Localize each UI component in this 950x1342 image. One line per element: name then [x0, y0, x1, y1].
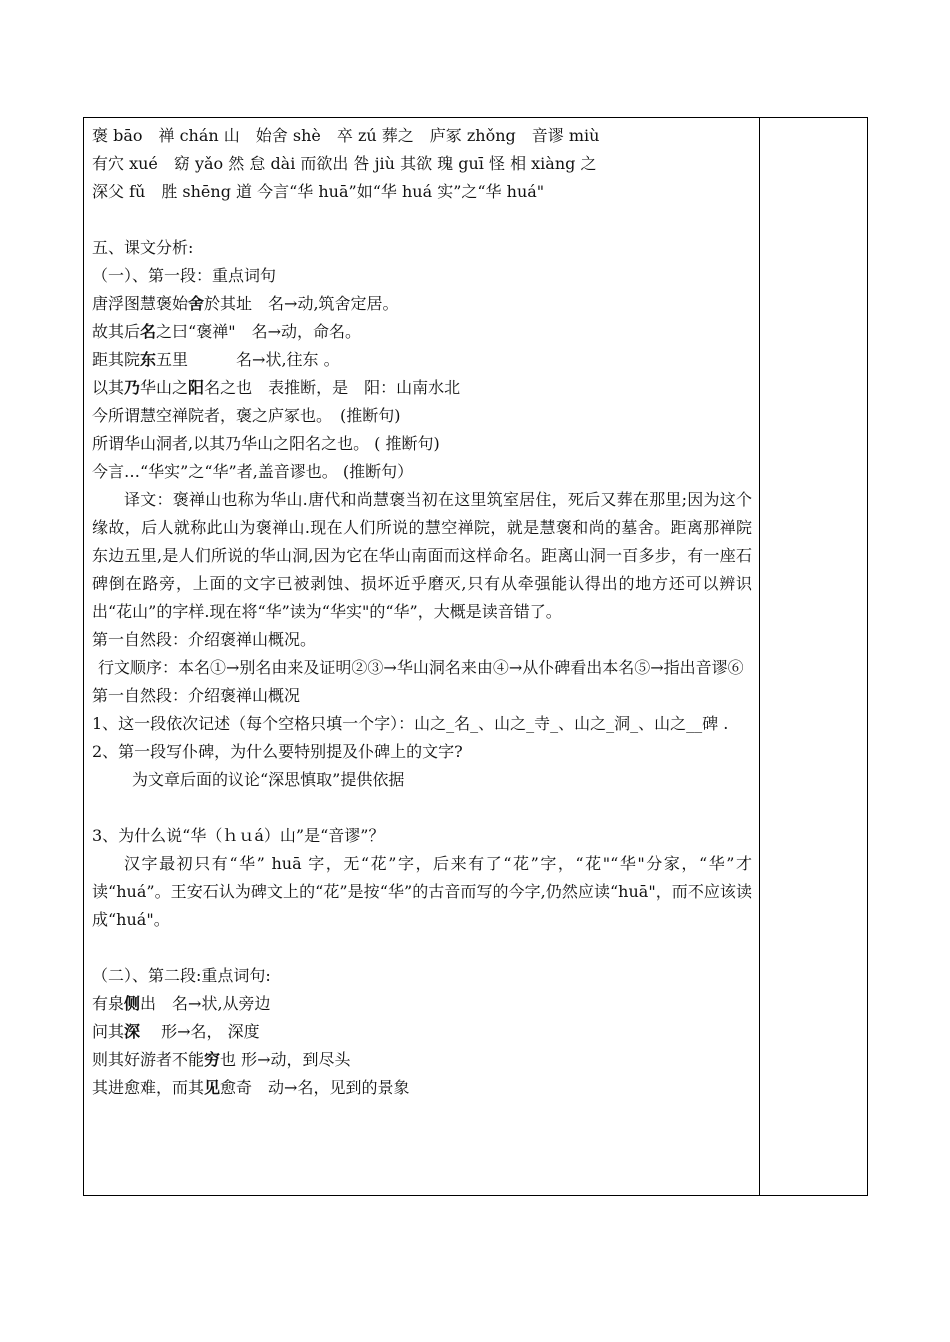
word-item-8: 其进愈难，而其见愈奇 动→名，见到的景象	[92, 1078, 410, 1097]
main-cell	[92, 122, 752, 1102]
word-item-4: 以其乃华山之阳名之也 表推断，是 阳：山南水北	[92, 378, 461, 397]
writing-order: 行文顺序：本名①→别名由来及证明②③→华山洞名来由④→从仆碑看出本名⑤→指出音谬⑥	[98, 658, 744, 677]
question-2: 2、第一段写仆碑，为什么要特别提及仆碑上的文字?	[92, 742, 463, 761]
word-item-2: 故其后名之曰“褒禅" 名→动，命名。	[92, 322, 361, 341]
word-item-6: 问其深 形→名， 深度	[92, 1022, 260, 1041]
answer-3: 汉字最初只有“华” huā 字，无“花”字，后来有了“花”字，“花"“华"分家，“华”才读“huá”。王安石认为碑文上的“花”是按“华”的古音而写的今字,仍然应读“huā"，而不应该读成“huá"。	[92, 854, 752, 929]
part1-title: （一）、第一段：重点词句	[92, 266, 277, 285]
pinyin-line-1: 褒 bāo 禅 chán 山 始舍 shè 卒 zú 葬之 庐冢 zhǒng 音谬 miù	[92, 126, 600, 145]
lesson-table	[83, 117, 868, 1196]
word-item-3: 距其院东五里 名→状,往东 。	[92, 350, 340, 369]
part2-title: （二）、第二段:重点词句:	[92, 966, 271, 985]
sentence-2: 所谓华山洞者,以其乃华山之阳名之也。 ( 推断句)	[92, 434, 440, 453]
section-title: 五、课文分析:	[92, 238, 194, 257]
question-3: 3、为什么说“华（ｈｕá）山”是“音谬”？	[92, 826, 385, 845]
paragraph-summary-2: 第一自然段：介绍褒禅山概况	[92, 686, 301, 705]
word-item-1: 唐浮图慧褒始舍於其址 名→动,筑舍定居。	[92, 294, 399, 313]
word-item-7: 则其好游者不能穷也 形→动，到尽头	[92, 1050, 351, 1069]
answer-2: 为文章后面的议论“深思慎取”提供依据	[132, 770, 405, 789]
question-1: 1、这一段依次记述（每个空格只填一个字）：山之_名_、山之_寺_、山之_洞_、山之__碑 .	[92, 714, 729, 733]
sentence-1: 今所谓慧空禅院者，褒之庐冢也。 (推断句)	[92, 406, 401, 425]
pinyin-line-3: 深父 fǔ 胜 shēng 道 今言“华 huā”如“华 huá 实”之“华 huá"	[92, 182, 545, 201]
column-divider	[759, 118, 760, 1195]
paragraph-summary-1: 第一自然段：介绍褒禅山概况。	[92, 630, 317, 649]
word-item-5: 有泉侧出 名→状,从旁边	[92, 994, 271, 1013]
pinyin-line-2: 有穴 xué 窈 yǎo 然 怠 dài 而欲出 咎 jiù 其欲 瑰 guī 怪 相 xiàng 之	[92, 154, 597, 173]
sentence-3: 今言…“华实”之“华”者,盖音谬也。 (推断句）	[92, 462, 414, 481]
translation-paragraph: 译文：褒禅山也称为华山.唐代和尚慧褒当初在这里筑室居住，死后又葬在那里;因为这个缘故，后人就称此山为褒禅山.现在人们所说的慧空禅院，就是慧褒和尚的墓舍。距离那禅院东边五里,是人们所说的华山洞,因为它在华山南面而这样命名。距离山洞一百多步，有一座石碑倒在路旁，上面的文字已被剥蚀、损坏近乎磨灭,只有从牵强能认得出的地方还可以辨识出“花山”的字样.现在将“华”读为“华实"的“华”，大概是读音错了。	[92, 490, 752, 621]
